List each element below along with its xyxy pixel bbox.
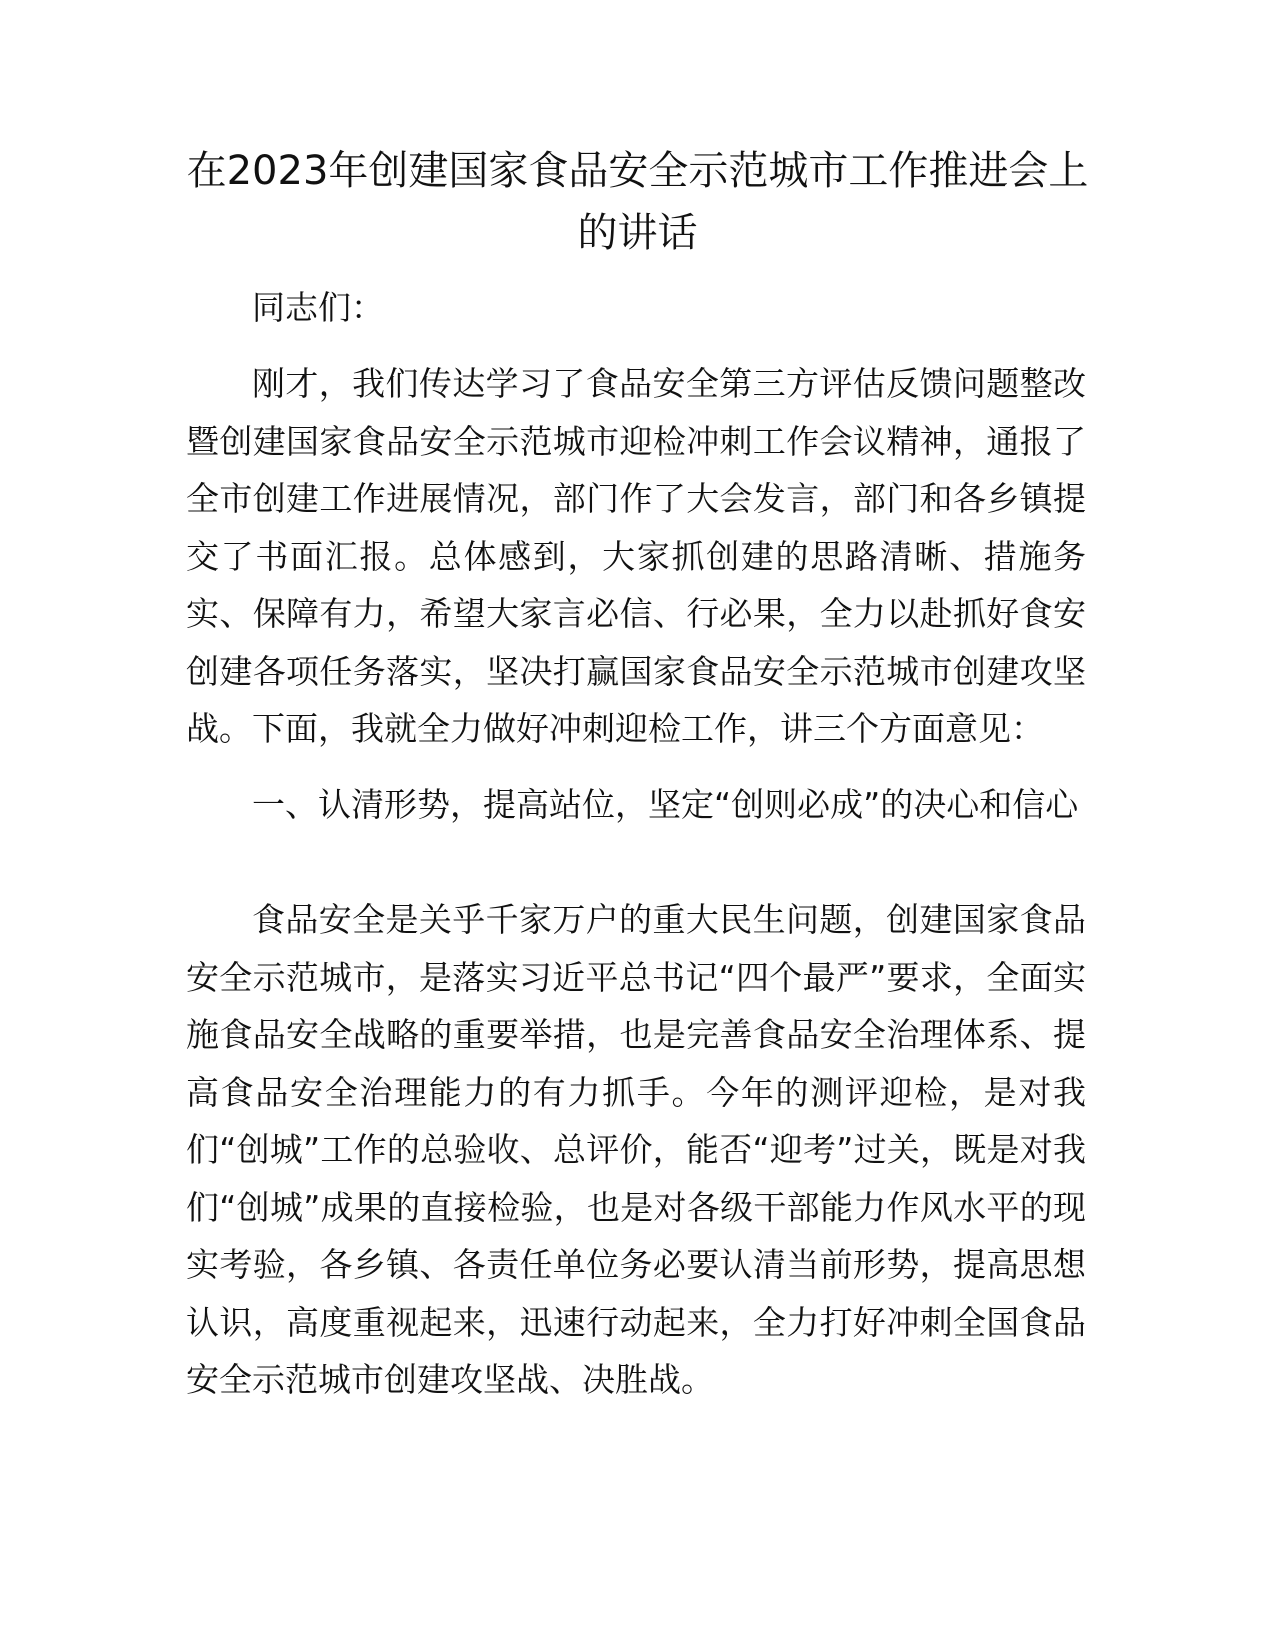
paragraph-1: 刚才，我们传达学习了食品安全第三方评估反馈问题整改暨创建国家食品安全示范城市迎检冲刺工作会议精神，通报了全市创建工作进展情况，部门作了大会发言，部门和各乡镇提交了书面汇报。总体感到，大家抓创建的思路清晰、措施务实、保障有力，希望大家言必信、行必果，全力以赴抓好食安创建各项任务落实，坚决打赢国家食品安全示范城市创建攻坚战。下面，我就全力做好冲刺迎检工作，讲三个方面意见：	[186, 364, 1086, 748]
greeting: 同志们：	[252, 288, 384, 327]
section-1-heading: 一、认清形势，提高站位，坚定“创则必成”的决心和信心	[252, 785, 1079, 824]
paragraph-2: 食品安全是关乎千家万户的重大民生问题，创建国家食品安全示范城市，是落实习近平总书记“四个最严”要求，全面实施食品安全战略的重要举措，也是完善食品安全治理体系、提高食品安全治理能力的有力抓手。今年的测评迎检，是对我们“创城”工作的总验收、总评价，能否“迎考”过关，既是对我们“创城”成果的直接检验，也是对各级干部能力作风水平的现实考验，各乡镇、各责任单位务必要认清当前形势，提高思想认识，高度重视起来，迅速行动起来，全力打好冲刺全国食品安全示范城市创建攻坚战、决胜战。	[186, 900, 1086, 1399]
document-title: 在2023年创建国家食品安全示范城市工作推进会上的讲话	[186, 148, 1089, 256]
